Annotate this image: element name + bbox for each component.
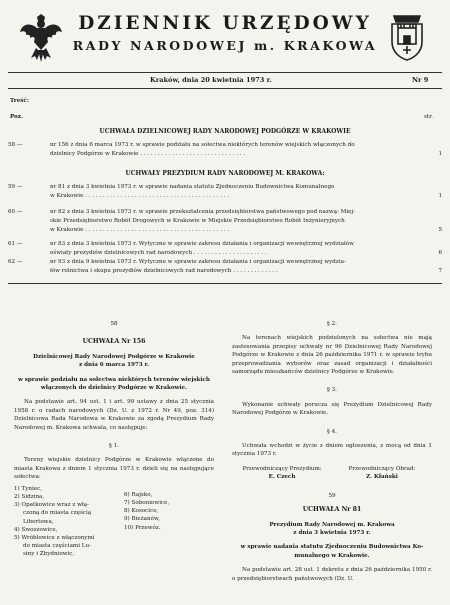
toc-entry-page: 7 [438,268,442,274]
toc-entry-number: 62 — [8,259,23,265]
signer-role: Przewodniczący Obrad: [348,465,416,472]
resolution-heading: UCHWAŁA Nr 81 [302,506,362,514]
list-item: 8) Kosocice, [124,508,159,515]
toc-section-heading: UCHWAŁA DZIELNICOWEJ RADY NARODOWEJ PODGÓRZE W KRAKOWIE [99,128,351,135]
signer-role: Przewodniczący Prezydium: [242,465,322,472]
list-item: 2) Sidzina, [14,493,45,500]
toc-page-header: str. [424,114,433,120]
village-list [14,485,214,559]
toc-end-rule [8,283,442,284]
resolution-subject: w sprawie podziału na sołectwa niektórych terenów wiejskich [17,376,210,383]
resolution-date: z dnia 3 kwietnia 1973 r. [293,529,371,536]
issue-number: Nr 9 [412,76,429,84]
toc-entry[interactable] [8,141,442,161]
resolution-subject: munalnego w Krakowie. [294,552,370,559]
gazette-subtitle: RADY NARODOWEJ m. KRAKOWA [72,38,378,53]
polish-eagle-emblem [18,10,64,64]
toc-entry-number: 60 — [8,209,23,215]
dateline: Kraków, dnia 20 kwietnia 1973 r. [150,76,272,84]
toc-entry-text: nr 93 z dnia 9 kwietnia 1973 r. Wytyczne w sprawie zakresu działania i organizacji wewnętrznej wydzia- [50,259,346,265]
toc-section-heading: UCHWAŁY PREZYDIUM RADY NARODOWEJ M. KRAKOWA: [125,170,325,177]
toc-entry-text: nr 81 z dnia 3 kwietnia 1973 r. w sprawie nadania statutu Zjednoczeniu Budownictwa Komunalnego [50,184,335,190]
toc-entry[interactable] [8,183,442,203]
toc-pos-header: Poz. [10,114,23,120]
krakow-coat-of-arms [384,10,430,64]
toc-entry-number: 58 — [8,142,23,148]
list-item: czoną do miasta częścią [23,510,92,517]
signatures [232,465,432,482]
toc-entry-number: 61 — [8,241,23,247]
toc-entry[interactable] [8,240,442,260]
resolution-preamble: Na podstawie art. 28 ust. 1 dekretu z dnia 26 października 1950 r. o przedsiębiorstwach państwowych (Dz. U. [232,567,432,582]
position-number: 58 [110,321,118,327]
resolution-subject: włączonych do dzielnicy Podgórze w Krakowie. [40,385,188,392]
resolution-subject: w sprawie nadania statutu Zjednoczeniu Budownictwa Ko- [240,544,424,551]
toc-entry-text: w Krakowie . . . . . . . . . . . . . . . . . . . . . . . . . . . . . . . . . . . . . . . . . [50,193,230,200]
paragraph-marker: § 4. [327,428,337,435]
paragraph-marker: § 3. [327,387,337,394]
toc-entry-text: nr 156 z dnia 6 marca 1973 r. w sprawie podziału na sołectwa niektórych terenów wiejskich włączonych do [50,142,355,148]
gazette-title: DZIENNIK URZĘDOWY [78,13,372,34]
list-item: siny i Zbydniowic, [23,551,75,558]
signer-name: Z. Kłański [366,474,398,481]
toc-entry-page: 1 [438,151,442,157]
list-item: 6) Rajsko, [124,491,153,498]
toc-entry[interactable] [8,208,442,236]
signer-name: E. Czech [268,474,296,481]
resolution-date: z dnia 6 marca 1973 r. [78,362,149,369]
list-item: 10) Przewóz. [124,524,161,531]
toc-entry-page: 6 [438,250,442,256]
toc-entry[interactable] [8,258,442,278]
masthead-rule-top [8,72,442,73]
toc-entry-page: 1 [438,193,442,199]
masthead-rule-bottom [8,88,442,89]
toc-entry-text: skie Przedsiębiorstwo Robót Drogowych w Krakowie w Miejskie Przedsiębiorstwo Robót Inżynieryjnych [50,218,345,225]
resolution-issuer: Dzielnicowej Rady Narodowej Podgórze w Krakowie [33,353,195,360]
paragraph-text: Tereny wiejskie dzielnicy Podgórze w Krakowie włączone do miasta Krakowa z dniem 1 stycznia 1973 r. dzieli się na następujące sołectwa: [14,457,214,481]
list-item: do miasta częściami Lu- [23,543,91,550]
list-item: 1) Tyniec, [14,485,43,492]
right-column [232,320,432,583]
resolution-heading: UCHWAŁA Nr 156 [82,338,146,346]
list-item: 7) Soboniowice, [124,499,170,506]
list-item: 3) Opatkowice wraz z włą- [14,502,89,509]
left-column [14,320,214,559]
toc-entry-text: dzielnicy Podgórze w Krakowie . . . . . . . . . . . . . . . . . . . . . . . . . . . . . . [50,151,246,158]
toc-entry-number: 59 — [8,184,23,190]
list-item: 4) Swoszowice, [14,526,58,533]
toc-label: Treść: [10,98,29,104]
paragraph-marker: § 1. [109,443,119,450]
resolution-issuer: Prezydium Rady Narodowej m. Krakowa [269,521,395,528]
resolution-preamble: Na podstawie art. 94 ust. 1 i art. 99 ustawy z dnia 25 stycznia 1958 r. o radach narodowych (Dz. U. z 1972 r. Nr 49, poz. 314) Dzielnicowa Rada Narodowa w Krakowie za zgodą Prezydium Rady Narodowej m. Krakowa uchwala, co następuje: [14,399,214,431]
toc-entry-text: nr 82 z dnia 3 kwietnia 1973 r. w sprawie przekształcenia przedsiębiorstwa państwowego pod nazwą: Miej- [50,209,356,215]
list-item: Libertowa, [23,518,54,525]
toc-entry-text: w Krakowie . . . . . . . . . . . . . . . . . . . . . . . . . . . . . . . . . . . . . . . . . [50,227,230,234]
paragraph-text: Uchwała wchodzi w życie z dniem ogłoszenia, z mocą od dnia 1 stycznia 1973 r. [232,443,432,458]
list-item: 5) Wróblowice z włączonymi [14,534,95,541]
paragraph-text: Wykonanie uchwały porucza się Prezydium Dzielnicowej Rady Narodowej Podgórze w Krakowie. [232,401,432,417]
paragraph-marker: § 2. [327,321,337,327]
paragraph-text: Na terenach wiejskich podzielonych na sołectwa nie mają zastosowania przepisy uchwały nr 96 Dzielnicowej Rady Narodowej Podgórze w Krakowie z dnia 26 października 1971 r. w sprawie trybu przeprowadzania wyborów oraz zasad organizacji i działalności samorządu mieszkańców dzielnicy Podgórze w Krakowie. [232,335,432,376]
list-item: 9) Bieżanów, [124,516,160,523]
toc-entry-text: nr 83 z dnia 3 kwietnia 1973 r. Wytyczne w sprawie zakresu działania i organizacji wewnętrznej wydziałów [50,241,354,247]
toc-entry-text: łów rolnictwa i skupu prezydiów dzielnicowych rad narodowych . . . . . . . . . . . . . [50,268,278,275]
toc-entry-text: oświaty prezydiów dzielnicowych rad narodowych . . . . . . . . . . . . . . . . . . . . . [50,250,267,257]
position-number: 59 [328,492,336,499]
toc-entry-page: 5 [438,227,442,233]
